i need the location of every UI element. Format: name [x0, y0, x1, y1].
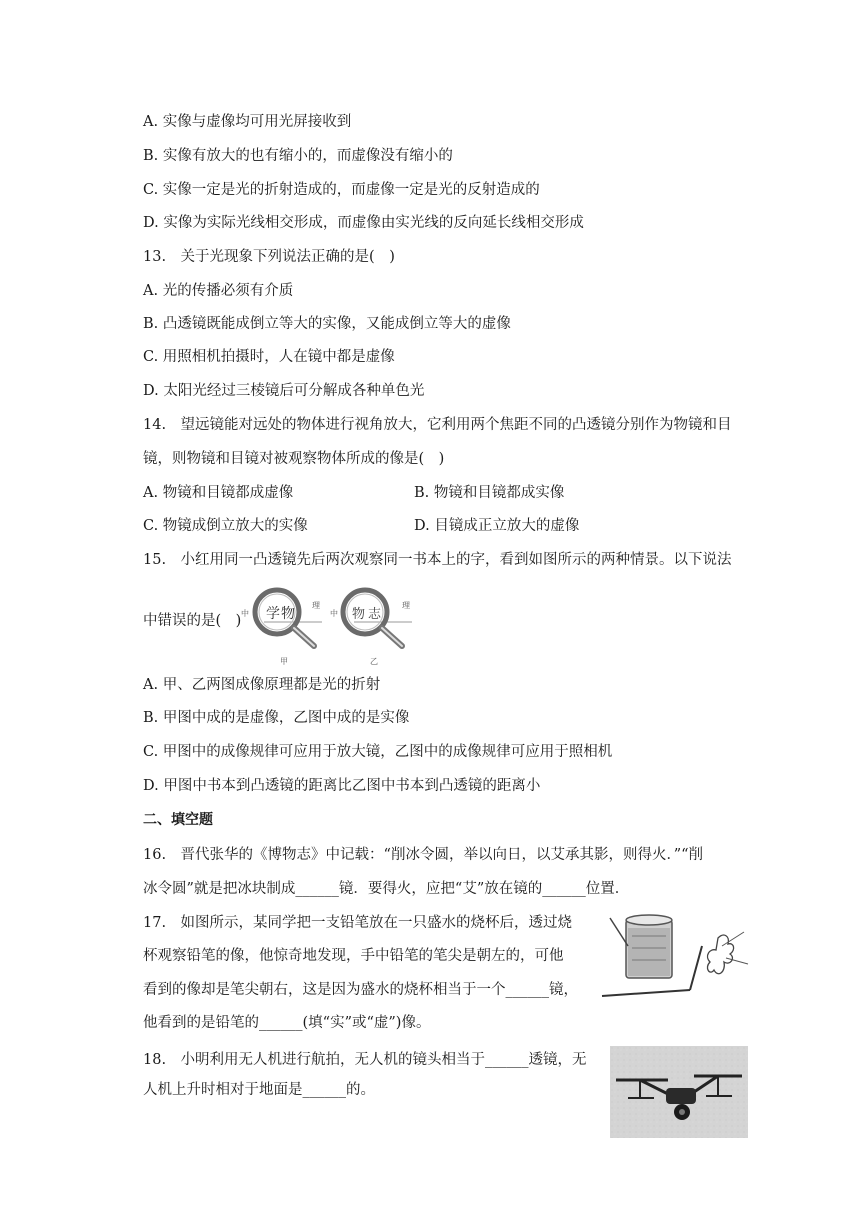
- q17-line4: 他看到的是铅笔的______(填“实”或“虚”)像。: [143, 1015, 431, 1031]
- q15-option-a: A. 甲、乙两图成像原理都是光的折射: [143, 677, 381, 693]
- q14-stem-line2: 镜，则物镜和目镜对被观察物体所成的像是( ): [143, 451, 445, 467]
- q14-option-b: B. 物镜和目镜都成实像: [414, 485, 565, 501]
- q12-option-b: B. 实像有放大的也有缩小的，而虚像没有缩小的: [143, 148, 453, 164]
- q18-line2: 人机上升时相对于地面是______的。: [143, 1082, 375, 1098]
- jia-char-1: 学: [266, 606, 280, 622]
- q18-line1: 18. 小明利用无人机进行航拍，无人机的镜头相当于______透镜，无: [143, 1052, 587, 1068]
- q13-option-b: B. 凸透镜既能成倒立等大的实像，又能成倒立等大的虚像: [143, 316, 511, 332]
- hand-icon: [707, 932, 748, 974]
- jia-side-left: 中: [241, 609, 249, 618]
- q13-option-c: C. 用照相机拍摄时，人在镜中都是虚像: [143, 349, 395, 365]
- q13-option-a: A. 光的传播必须有介质: [143, 283, 294, 299]
- q13-option-d: D. 太阳光经过三棱镜后可分解成各种单色光: [143, 383, 425, 399]
- q16-line2: 冰令圆”就是把冰块制成______镜．要得火，应把“艾”放在镜的______位置．: [143, 881, 630, 897]
- magnifier-jia-icon: [241, 590, 322, 666]
- q15-option-d: D. 甲图中书本到凸透镜的距离比乙图中书本到凸透镜的距离小: [143, 778, 541, 794]
- q12-option-a: A. 实像与虚像均可用光屏接收到: [143, 114, 352, 130]
- yi-char-1: 物: [352, 607, 366, 622]
- magnifier-figure: [236, 584, 446, 668]
- q13-stem: 13. 关于光现象下列说法正确的是( ): [143, 249, 395, 265]
- q15-option-b: B. 甲图中成的是虚像，乙图中成的是实像: [143, 710, 410, 726]
- q17-line3: 看到的像却是笔尖朝右，这是因为盛水的烧杯相当于一个______镜，: [143, 982, 578, 998]
- drone-photo: [610, 1046, 748, 1138]
- q14-option-c: C. 物镜成倒立放大的实像: [143, 518, 308, 534]
- beaker-icon: [626, 915, 672, 978]
- yi-char-2: 志: [368, 607, 382, 622]
- jia-char-2: 物: [281, 606, 295, 622]
- q14-stem-line1: 14. 望远镜能对远处的物体进行视角放大，它利用两个焦距不同的凸透镜分别作为物镜和目: [143, 417, 732, 433]
- section-heading: 二、填空题: [143, 812, 213, 828]
- q15-option-c: C. 甲图中的成像规律可应用于放大镜，乙图中的成像规律可应用于照相机: [143, 744, 613, 760]
- magnifier-yi-icon: [330, 590, 412, 666]
- q14-option-d: D. 目镜成正立放大的虚像: [414, 518, 580, 534]
- yi-side-left: 中: [330, 609, 338, 618]
- yi-label: 乙: [370, 657, 378, 666]
- q12-option-d: D. 实像为实际光线相交形成，而虚像由实光线的反向延长线相交形成: [143, 215, 584, 231]
- q15-stem-line1: 15. 小红用同一凸透镜先后两次观察同一书本上的字，看到如图所示的两种情景。以下说法: [143, 552, 732, 568]
- q12-option-c: C. 实像一定是光的折射造成的，而虚像一定是光的反射造成的: [143, 182, 540, 198]
- q14-option-a: A. 物镜和目镜都成虚像: [143, 485, 294, 501]
- beaker-pencil-figure: [598, 906, 770, 1002]
- yi-side-right: 理: [402, 601, 410, 610]
- q17-line2: 杯观察铅笔的像，他惊奇地发现，手中铅笔的笔尖是朝左的，可他: [143, 948, 564, 964]
- jia-label: 甲: [280, 657, 288, 666]
- q17-line1: 17. 如图所示，某同学把一支铅笔放在一只盛水的烧杯后，透过烧: [143, 915, 573, 931]
- q15-stem-line2: 中错误的是( ): [143, 613, 242, 629]
- q16-line1: 16. 晋代张华的《博物志》中记载：“削冰令圆，举以向日，以艾承其影，则得火．”“削: [143, 847, 704, 863]
- jia-side-right: 理: [312, 601, 320, 610]
